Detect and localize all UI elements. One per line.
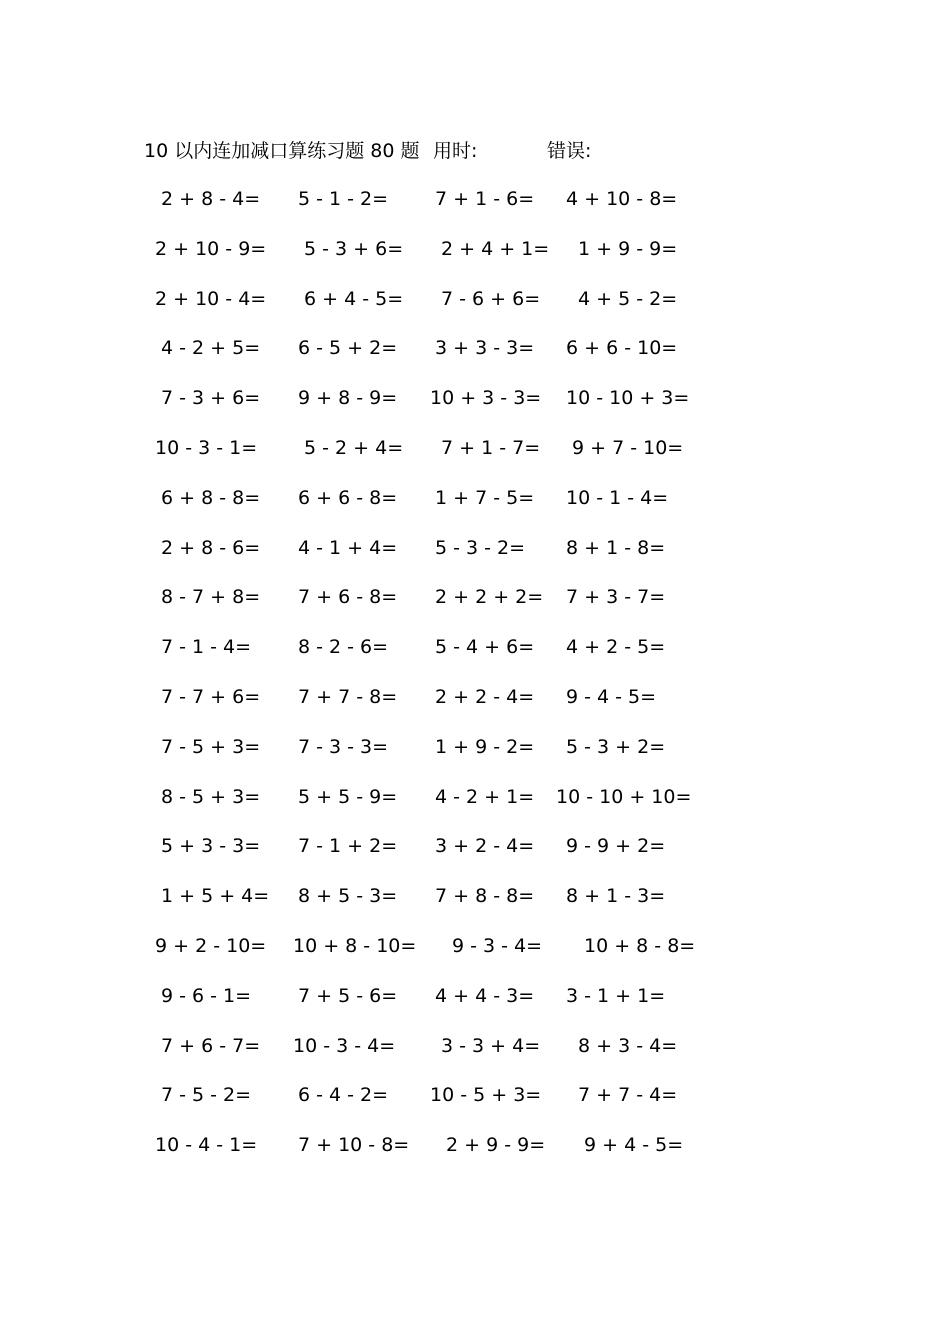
problem-r6-c2: 5 - 2 + 4= [304, 437, 404, 459]
problem-r13-c2: 5 + 5 - 9= [298, 786, 398, 808]
time-used-label: 用时: [433, 140, 478, 162]
problem-r2-c4: 1 + 9 - 9= [578, 238, 678, 260]
problem-r8-c4: 8 + 1 - 8= [566, 537, 666, 559]
problem-r19-c1: 7 - 5 - 2= [161, 1084, 252, 1106]
problem-r9-c2: 7 + 6 - 8= [298, 586, 398, 608]
problem-r1-c2: 5 - 1 - 2= [298, 188, 389, 210]
problem-r13-c4: 10 - 10 + 10= [556, 786, 692, 808]
problem-r11-c2: 7 + 7 - 8= [298, 686, 398, 708]
problem-r16-c3: 9 - 3 - 4= [452, 935, 543, 957]
problem-r17-c3: 4 + 4 - 3= [435, 985, 535, 1007]
problem-r13-c3: 4 - 2 + 1= [435, 786, 535, 808]
problem-r4-c4: 6 + 6 - 10= [566, 337, 678, 359]
problem-r2-c2: 5 - 3 + 6= [304, 238, 404, 260]
problem-r10-c3: 5 - 4 + 6= [435, 636, 535, 658]
problem-r3-c3: 7 - 6 + 6= [441, 288, 541, 310]
problem-r4-c3: 3 + 3 - 3= [435, 337, 535, 359]
problem-r20-c4: 9 + 4 - 5= [584, 1134, 684, 1156]
problem-r11-c1: 7 - 7 + 6= [161, 686, 261, 708]
worksheet-header [0, 138, 950, 164]
problem-r15-c1: 1 + 5 + 4= [161, 885, 270, 907]
worksheet-title: 10 以内连加减口算练习题 80 题 [144, 140, 420, 162]
problem-r10-c1: 7 - 1 - 4= [161, 636, 252, 658]
problem-r1-c3: 7 + 1 - 6= [435, 188, 535, 210]
problem-r12-c1: 7 - 5 + 3= [161, 736, 261, 758]
problem-r14-c4: 9 - 9 + 2= [566, 835, 666, 857]
problem-r11-c3: 2 + 2 - 4= [435, 686, 535, 708]
problem-r8-c3: 5 - 3 - 2= [435, 537, 526, 559]
problem-r5-c2: 9 + 8 - 9= [298, 387, 398, 409]
problem-r14-c2: 7 - 1 + 2= [298, 835, 398, 857]
problem-r19-c4: 7 + 7 - 4= [578, 1084, 678, 1106]
problem-r8-c1: 2 + 8 - 6= [161, 537, 261, 559]
problem-r18-c3: 3 - 3 + 4= [441, 1035, 541, 1057]
problem-r7-c2: 6 + 6 - 8= [298, 487, 398, 509]
problem-r15-c2: 8 + 5 - 3= [298, 885, 398, 907]
problem-r18-c1: 7 + 6 - 7= [161, 1035, 261, 1057]
problem-r7-c1: 6 + 8 - 8= [161, 487, 261, 509]
problem-r20-c2: 7 + 10 - 8= [298, 1134, 410, 1156]
problem-r17-c4: 3 - 1 + 1= [566, 985, 666, 1007]
problem-r18-c2: 10 - 3 - 4= [293, 1035, 396, 1057]
problem-r19-c3: 10 - 5 + 3= [430, 1084, 542, 1106]
problem-r4-c1: 4 - 2 + 5= [161, 337, 261, 359]
problem-r3-c4: 4 + 5 - 2= [578, 288, 678, 310]
problem-r15-c3: 7 + 8 - 8= [435, 885, 535, 907]
problem-r1-c4: 4 + 10 - 8= [566, 188, 678, 210]
problem-r10-c2: 8 - 2 - 6= [298, 636, 389, 658]
problem-r17-c1: 9 - 6 - 1= [161, 985, 252, 1007]
problem-r12-c4: 5 - 3 + 2= [566, 736, 666, 758]
problem-r9-c4: 7 + 3 - 7= [566, 586, 666, 608]
problem-r9-c1: 8 - 7 + 8= [161, 586, 261, 608]
problem-r18-c4: 8 + 3 - 4= [578, 1035, 678, 1057]
problem-r17-c2: 7 + 5 - 6= [298, 985, 398, 1007]
problem-r13-c1: 8 - 5 + 3= [161, 786, 261, 808]
problem-r12-c2: 7 - 3 - 3= [298, 736, 389, 758]
problem-r20-c1: 10 - 4 - 1= [155, 1134, 258, 1156]
problem-r16-c1: 9 + 2 - 10= [155, 935, 267, 957]
problem-r5-c4: 10 - 10 + 3= [566, 387, 690, 409]
problem-r1-c1: 2 + 8 - 4= [161, 188, 261, 210]
problem-r14-c1: 5 + 3 - 3= [161, 835, 261, 857]
errors-label: 错误: [547, 140, 592, 162]
problem-r10-c4: 4 + 2 - 5= [566, 636, 666, 658]
problem-r11-c4: 9 - 4 - 5= [566, 686, 657, 708]
problem-r20-c3: 2 + 9 - 9= [446, 1134, 546, 1156]
problem-r12-c3: 1 + 9 - 2= [435, 736, 535, 758]
problem-r6-c3: 7 + 1 - 7= [441, 437, 541, 459]
problem-r5-c3: 10 + 3 - 3= [430, 387, 542, 409]
problem-r16-c4: 10 + 8 - 8= [584, 935, 696, 957]
problem-r3-c1: 2 + 10 - 4= [155, 288, 267, 310]
problem-r7-c4: 10 - 1 - 4= [566, 487, 669, 509]
problem-r8-c2: 4 - 1 + 4= [298, 537, 398, 559]
problem-r19-c2: 6 - 4 - 2= [298, 1084, 389, 1106]
problem-r6-c4: 9 + 7 - 10= [572, 437, 684, 459]
problem-r6-c1: 10 - 3 - 1= [155, 437, 258, 459]
problem-r15-c4: 8 + 1 - 3= [566, 885, 666, 907]
problem-r7-c3: 1 + 7 - 5= [435, 487, 535, 509]
problem-r9-c3: 2 + 2 + 2= [435, 586, 544, 608]
problem-r14-c3: 3 + 2 - 4= [435, 835, 535, 857]
problem-r16-c2: 10 + 8 - 10= [293, 935, 417, 957]
problem-r2-c3: 2 + 4 + 1= [441, 238, 550, 260]
problem-r2-c1: 2 + 10 - 9= [155, 238, 267, 260]
problem-r3-c2: 6 + 4 - 5= [304, 288, 404, 310]
problem-r4-c2: 6 - 5 + 2= [298, 337, 398, 359]
problem-r5-c1: 7 - 3 + 6= [161, 387, 261, 409]
